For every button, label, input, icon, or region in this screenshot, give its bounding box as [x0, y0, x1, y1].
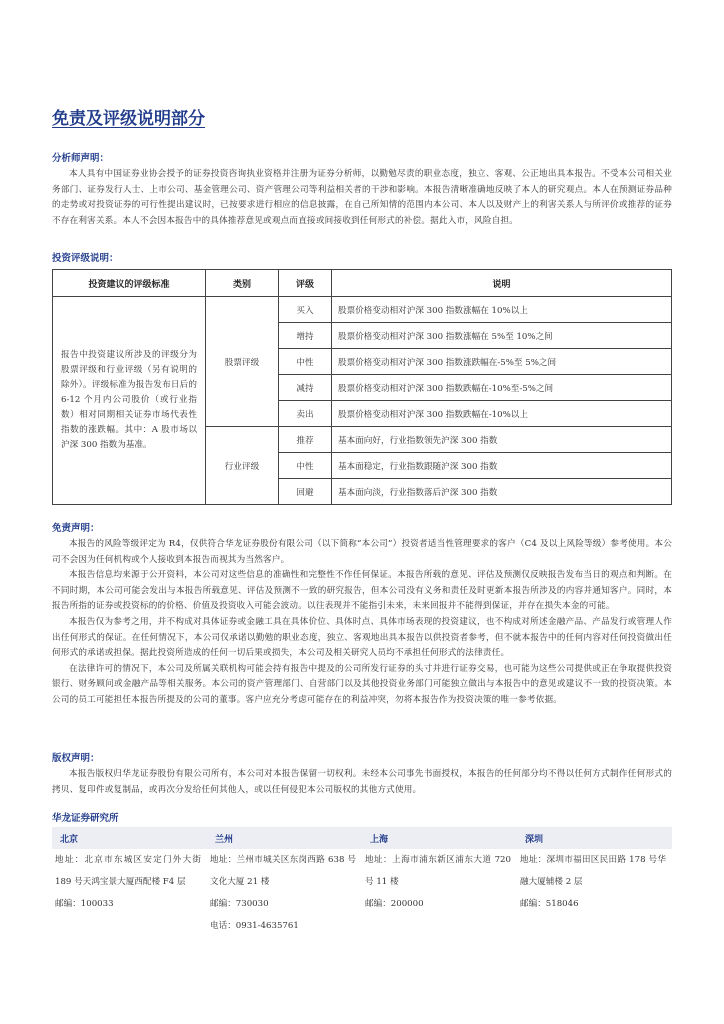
table-row [53, 297, 672, 323]
office-address: 地址：兰州市城关区东岗西路 638 号文化大厦 21 楼 [210, 855, 356, 887]
rating-level: 推荐 [279, 427, 332, 453]
disclaimer-paragraph: 本报告的风险等级评定为 R4，仅供符合华龙证券股份有限公司（以下简称“本公司”）投资者适当性管理要求的客户（C4 及以上风险等级）参考使用。本公司不会因为任何机构或个人接收到本报告而视其为当然客户。 [52, 539, 672, 565]
rating-heading: 投资评级说明： [52, 253, 119, 264]
rating-description: 股票价格变动相对沪深 300 指数涨幅在 5%至 10%之间 [332, 323, 672, 349]
page-title: 免责及评级说明部分 [52, 109, 205, 129]
stock-rating-category: 股票评级 [206, 297, 279, 427]
office-table [52, 827, 672, 937]
rating-level: 中性 [279, 349, 332, 375]
office-address: 地址：上海市浦东新区浦东大道 720 号 11 楼 [365, 855, 511, 887]
rating-standard-text: 报告中投资建议所涉及的评级分为股票评级和行业评级（另有说明的除外）。评级标准为报告发布日后的 6-12 个月内公司股价（或行业指数）相对同期相关证券市场代表性指数的涨跌幅。其中：A 股市场以沪深 300 指数为基准。 [53, 297, 206, 505]
disclaimer-paragraph: 本报告仅为参考之用，并不构成对具体证券或金融工具在具体价位、具体时点、具体市场表现的投资建议，也不构成对所述金融产品、产品发行或管理人作出任何形式的保证。在任何情况下，本公司仅承诺以勤勉的职业态度，独立、客观地出具本报告以供投资者参考，但不就本报告中的任何内容对任何投资做出任何形式的承诺或担保。据此投资所造成的任何一切后果或损失，本公司及相关研究人员均不承担任何形式的法律责任。 [52, 616, 672, 659]
office-phone: 电话：0931-4635761 [210, 921, 299, 931]
rating-level: 增持 [279, 323, 332, 349]
disclaimer-paragraph: 在法律许可的情况下，本公司及所属关联机构可能会持有报告中提及的公司所发行证券的头寸并进行证券交易，也可能为这些公司提供或正在争取提供投资银行、财务顾问或金融产品等相关服务。本公司的资产管理部门、自营部门以及其他投资业务部门可能独立做出与本报告中的意见或建议不一致的投资决策。本公司的员工可能担任本报告所提及的公司的董事。客户应充分考虑可能存在的利益冲突，勿将本报告作为投资决策的唯一参考依据。 [52, 663, 672, 705]
office-city-row [52, 827, 672, 849]
office-beijing [52, 849, 207, 937]
office-city-lanzhou: 兰州 [215, 834, 234, 845]
header-category: 类别 [206, 270, 279, 297]
office-details-row [52, 849, 672, 937]
copyright-heading: 版权声明： [52, 753, 100, 764]
copyright-body [52, 767, 672, 798]
disclaimer-body [52, 537, 672, 709]
office-postcode: 邮编：518046 [520, 899, 579, 909]
header-level: 评级 [279, 270, 332, 297]
rating-description: 股票价格变动相对沪深 300 指数跌幅在-10%以上 [332, 401, 672, 427]
rating-description: 基本面向淡，行业指数落后沪深 300 指数 [332, 479, 672, 505]
rating-description: 基本面向好，行业指数领先沪深 300 指数 [332, 427, 672, 453]
rating-description: 股票价格变动相对沪深 300 指数涨跌幅在-5%至 5%之间 [332, 349, 672, 375]
rating-level: 中性 [279, 453, 332, 479]
office-lanzhou [207, 849, 362, 937]
office-postcode: 邮编：730030 [210, 899, 269, 909]
analyst-heading: 分析师声明： [52, 153, 110, 164]
rating-description: 股票价格变动相对沪深 300 指数跌幅在-10%至-5%之间 [332, 375, 672, 401]
rating-level: 卖出 [279, 401, 332, 427]
disclaimer-heading: 免责声明： [52, 523, 100, 534]
header-description: 说明 [332, 270, 672, 297]
rating-level: 买入 [279, 297, 332, 323]
rating-level: 减持 [279, 375, 332, 401]
office-city-shenzhen: 深圳 [525, 834, 544, 845]
office-shenzhen [517, 849, 672, 937]
rating-level: 回避 [279, 479, 332, 505]
office-shanghai [362, 849, 517, 937]
institute-heading: 华龙证券研究所 [52, 813, 119, 824]
analyst-statement [52, 167, 672, 229]
disclaimer-paragraph: 本报告信息均来源于公开资料，本公司对这些信息的准确性和完整性不作任何保证。本报告所载的意见、评估及预测仅反映报告发布当日的观点和判断。在不同时期，本公司可能会发出与本报告所载意见、评估及预测不一致的研究报告，但本公司没有义务和责任及时更新本报告所涉及的内容并通知客户。同时，本报告所指的证券或投资标的的价格、价值及投资收入可能会波动。以往表现并不能指引未来，未来回报并不能得到保证，并存在损失本金的可能。 [52, 570, 672, 612]
rating-description: 股票价格变动相对沪深 300 指数涨幅在 10%以上 [332, 297, 672, 323]
rating-table [52, 269, 672, 505]
office-postcode: 邮编：100033 [55, 899, 114, 909]
office-address: 地址：深圳市福田区民田路 178 号华融大厦辅楼 2 层 [520, 855, 666, 887]
office-postcode: 邮编：200000 [365, 899, 424, 909]
rating-header-row [53, 270, 672, 297]
office-address: 地址：北京市东城区安定门外大街 189 号天鸿宝景大厦西配楼 F4 层 [55, 855, 201, 887]
office-city-shanghai: 上海 [370, 834, 389, 845]
industry-rating-category: 行业评级 [206, 427, 279, 505]
analyst-text: 本人具有中国证券业协会授予的证券投资咨询执业资格并注册为证券分析师，以勤勉尽责的职业态度，独立、客观、公正地出具本报告。不受本公司相关业务部门、证券发行人士、上市公司、基金管理公司、资产管理公司等利益相关者的干涉和影响。本报告清晰准确地反映了本人的研究观点。本人在预测证券品种的走势或对投资证券的可行性提出建议时，已按要求进行相应的信息披露，在自己所知情的范围内本公司、本人以及财产上的利害关系人与所评价或推荐的证券不存在利害关系。本人不会因本报告中的具体推荐意见或观点而直接或间接收到任何形式的补偿。据此入市，风险自担。 [52, 169, 672, 226]
copyright-text: 本报告版权归华龙证券股份有限公司所有，本公司对本报告保留一切权利。未经本公司事先书面授权，本报告的任何部分均不得以任何方式制作任何形式的拷贝、复印件或复制品，或再次分发给任何其他人，或以任何侵犯本公司版权的其他方式使用。 [52, 769, 672, 795]
rating-description: 基本面稳定，行业指数跟随沪深 300 指数 [332, 453, 672, 479]
header-standard: 投资建议的评级标准 [53, 270, 206, 297]
office-city-beijing: 北京 [60, 834, 79, 845]
